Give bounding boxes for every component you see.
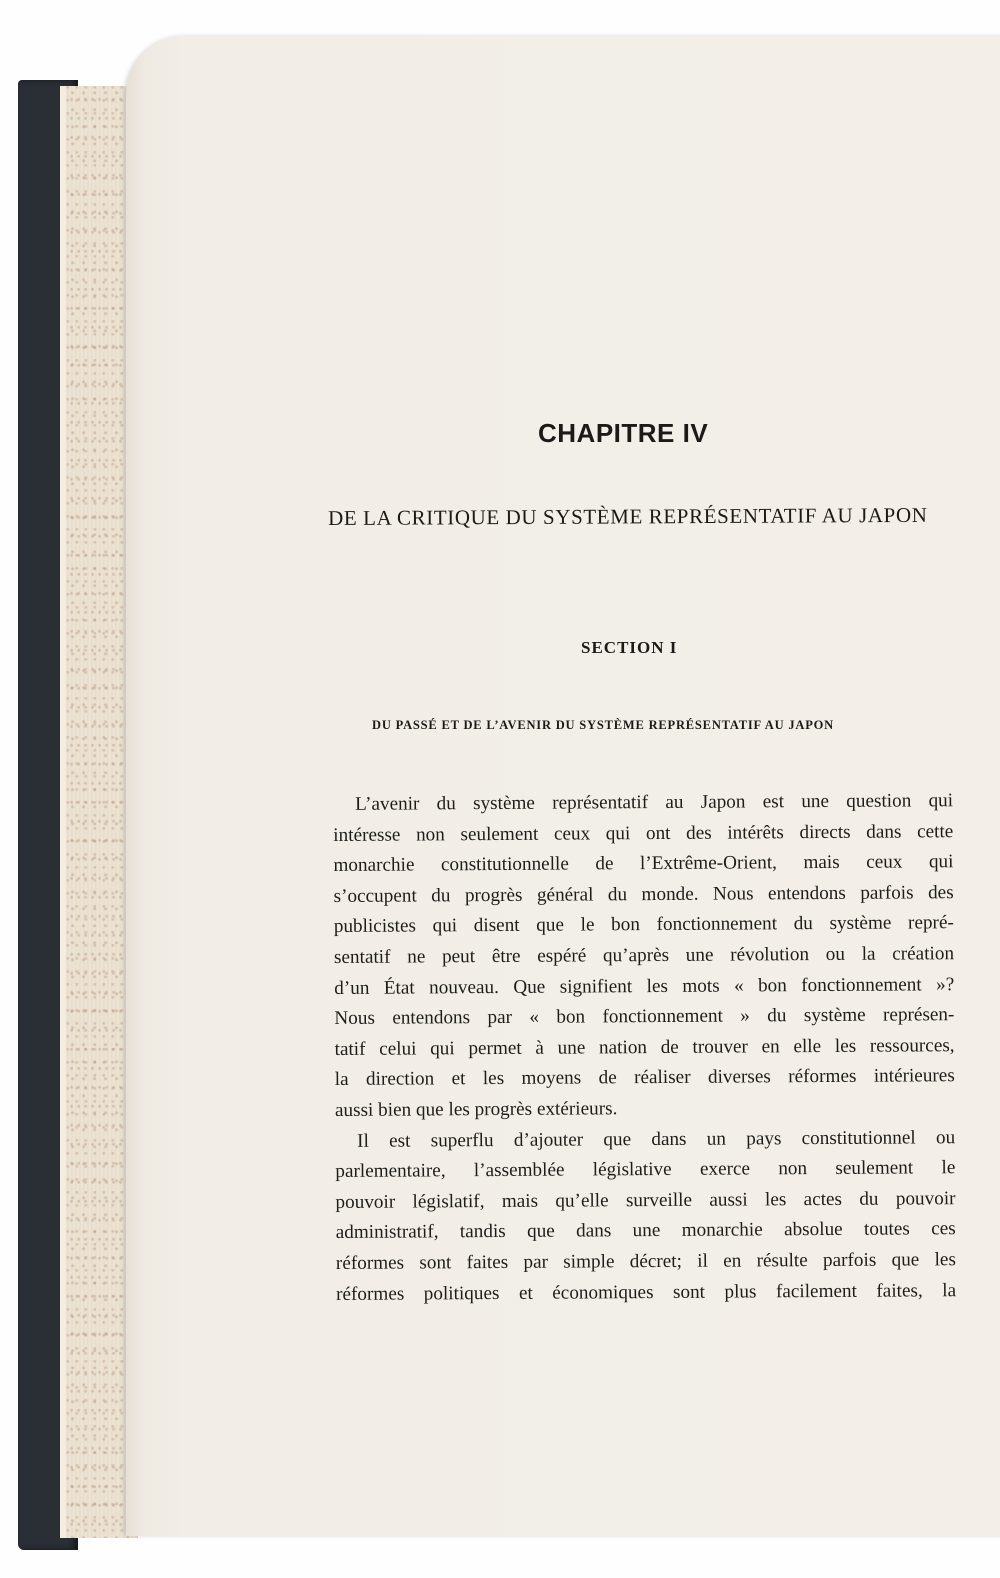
body-line: L’avenir du système représentatif au Japon est une question qui <box>355 790 954 815</box>
body-line: réformes sont faites par simple décret; il en résulte parfois que les <box>335 1249 956 1274</box>
body-line: s’occupent du progrès général du monde. Nous entendons parfois des <box>333 881 954 907</box>
section-subtitle: DU PASSÉ ET DE L’AVENIR DU SYSTÈME REPRÉSENTATIF AU JAPON <box>372 718 835 732</box>
body-line: Nous entendons par « bon fonctionnement » du système représen- <box>334 1004 955 1030</box>
chapter-subtitle: DE LA CRITIQUE DU SYSTÈME REPRÉSENTATIF AU JAPON <box>328 502 928 530</box>
body-line: d’un État nouveau. Que signifient les mots « bon fonctionnement »? <box>334 973 955 999</box>
body-text <box>333 786 956 1310</box>
body-line: administratif, tandis que dans une monarchie absolue toutes ces <box>335 1218 956 1244</box>
body-line: publicistes qui disent que le bon fonctionnement du système repré- <box>333 912 954 938</box>
body-line: la direction et les moyens de réaliser diverses réformes intérieures <box>334 1065 955 1091</box>
body-line: tatif celui qui permet à une nation de trouver en elle les ressources, <box>334 1034 955 1060</box>
body-line: parlementaire, l’assemblée législative exerce non seulement le <box>335 1157 956 1183</box>
body-line: réformes politiques et économiques sont plus facilement faites, la <box>336 1279 957 1305</box>
body-line: Il est superflu d’ajouter que dans un pays constitutionnel ou <box>357 1126 956 1152</box>
section-title: SECTION I <box>581 638 678 657</box>
body-line: monarchie constitutionnelle de l’Extrême-Orient, mais ceux qui <box>333 851 954 877</box>
body-line: intéresse non seulement ceux qui ont des intérêts directs dans cette <box>333 820 954 846</box>
body-line: pouvoir législatif, mais qu’elle surveille aussi les actes du pouvoir <box>335 1187 956 1213</box>
chapter-title: CHAPITRE IV <box>538 418 709 448</box>
body-line: aussi bien que les progrès extérieurs. <box>334 1098 618 1121</box>
body-line: sentatif ne peut être espéré qu’après une révolution ou la création <box>333 943 955 968</box>
